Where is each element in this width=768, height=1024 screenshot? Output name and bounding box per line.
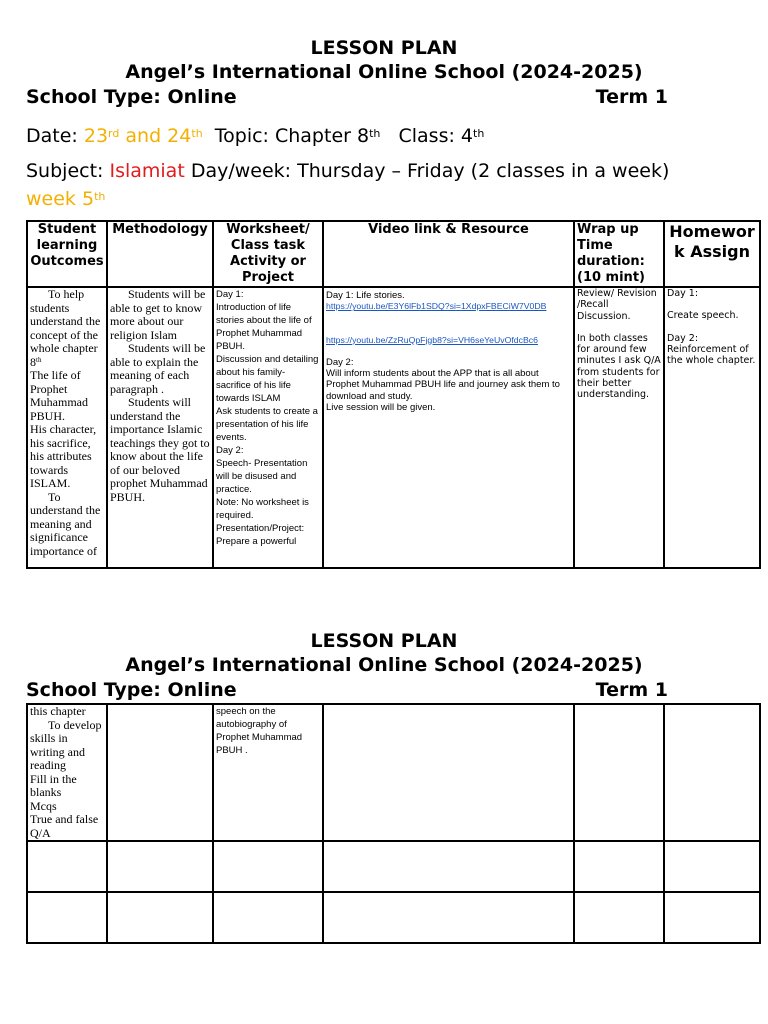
methodology-cell-continued bbox=[107, 704, 213, 841]
slo-cell-continued bbox=[27, 704, 107, 841]
method-p3: Students will understand the importance Islamic teachings they got to know about the life of our beloved prophet Muhammad PBUH. bbox=[110, 395, 210, 504]
week-line bbox=[26, 187, 105, 211]
lesson-plan-table bbox=[26, 220, 761, 569]
wrap-p1: Review/ Revision /Recall Discussion. bbox=[577, 288, 657, 322]
empty-cell bbox=[323, 841, 574, 892]
worksheet-p2: Introduction of life stories about the life of Prophet Muhammad PBUH. bbox=[216, 302, 312, 352]
class-sup: th bbox=[473, 127, 485, 140]
slo2-l2: To develop skills in writing and reading bbox=[30, 717, 102, 772]
empty-cell bbox=[574, 841, 664, 892]
date-value bbox=[84, 125, 203, 147]
worksheet-p7: Note: No worksheet is required. bbox=[216, 497, 309, 521]
date-b-sup: th bbox=[191, 127, 203, 140]
header-wrap-up: Wrap up Time duration: (10 mint) bbox=[574, 221, 664, 287]
slo-line-2: The life of Prophet Muhammad PBUH. bbox=[30, 368, 88, 423]
week: week 5 bbox=[26, 188, 95, 210]
empty-cell bbox=[107, 841, 213, 892]
header-row bbox=[27, 221, 760, 287]
school-type-row-2 bbox=[26, 678, 668, 702]
video-cell bbox=[323, 287, 574, 568]
method-p1: Students will be able to get to know more about our religion Islam bbox=[110, 287, 206, 342]
video-cell-continued bbox=[323, 704, 574, 841]
homework-p1: Day 1: bbox=[667, 288, 699, 299]
video-day2: Day 2: bbox=[326, 356, 354, 368]
wrap-up-cell bbox=[574, 287, 664, 568]
empty-cell bbox=[664, 892, 760, 943]
video-link-2[interactable]: https://youtu.be/ZzRuQpFjgb8?si=VH6seYeUvOfdcBc6 bbox=[326, 334, 538, 345]
wrap-up-cell-continued bbox=[574, 704, 664, 841]
wrap-p2: In both classes for around few minutes I ask Q/A from students for their better understanding. bbox=[577, 332, 661, 401]
term: Term 1 bbox=[595, 86, 668, 108]
school-type-row bbox=[26, 85, 668, 109]
slo-line-3: His character, his sacrifice, his attributes towards ISLAM. bbox=[30, 422, 97, 490]
homework-p2: Create speech. bbox=[667, 310, 739, 322]
slo2-l4: Mcqs bbox=[30, 798, 57, 813]
continued-row bbox=[27, 704, 760, 841]
slo-l1: To help students understand the concept of the whole chapter 8 bbox=[30, 287, 101, 369]
date-topic-class-line bbox=[26, 124, 484, 148]
slo2-l1: this chapter bbox=[30, 704, 86, 718]
empty-cell bbox=[213, 892, 323, 943]
lesson-plan-table-continued bbox=[26, 703, 761, 944]
header-video-link: Video link & Resource bbox=[323, 221, 574, 287]
header-methodology: Methodology bbox=[107, 221, 213, 287]
homework-cell-continued bbox=[664, 704, 760, 841]
header-student-learning-outcomes: Student learning Outcomes bbox=[27, 221, 107, 287]
slo2-l3: Fill in the blanks bbox=[30, 771, 77, 799]
empty-row-1 bbox=[27, 841, 760, 892]
class: Class: 4 bbox=[380, 125, 474, 147]
topic: Topic: Chapter 8 bbox=[202, 125, 370, 147]
video-link-1[interactable]: https://youtu.be/E3Y6lFb1SDQ?si=1XdpxFBECiW7V0DB bbox=[326, 301, 547, 312]
slo-line-1 bbox=[30, 288, 104, 369]
lesson-plan-title-2: LESSON PLAN bbox=[310, 630, 458, 652]
subject-line bbox=[26, 159, 669, 183]
school-type-2: School Type: Online bbox=[26, 679, 237, 701]
content-row bbox=[27, 287, 760, 568]
header-worksheet: Worksheet/ Class task Activity or Project bbox=[213, 221, 323, 287]
homework-p3: Day 2: Reinforcement of the whole chapter. bbox=[667, 332, 756, 367]
empty-cell bbox=[27, 841, 107, 892]
term-2: Term 1 bbox=[595, 679, 668, 701]
slo-l1-sup: th bbox=[36, 355, 42, 364]
slo-cell bbox=[27, 287, 107, 568]
worksheet-p8: Presentation/Project: Prepare a powerful bbox=[216, 523, 305, 547]
worksheet-p3: Discussion and detailing about his family- sacrifice of his life towards ISLAM bbox=[216, 354, 319, 404]
date-a-sup: rd bbox=[108, 127, 120, 140]
empty-cell bbox=[27, 892, 107, 943]
video-p2: Live session will be given. bbox=[326, 402, 436, 414]
week-sup: th bbox=[94, 190, 106, 203]
empty-cell bbox=[213, 841, 323, 892]
date-label: Date: bbox=[26, 125, 84, 147]
slo2-l5: True and false bbox=[30, 812, 99, 826]
date-b: and 24 bbox=[119, 125, 192, 147]
worksheet-cell-continued bbox=[213, 704, 323, 841]
school-type: School Type: Online bbox=[26, 86, 237, 108]
methodology-cell bbox=[107, 287, 213, 568]
worksheet-cell bbox=[213, 287, 323, 568]
school-name: Angel’s International Online School (2024-2025) bbox=[125, 61, 643, 83]
worksheet-p1: Day 1: bbox=[216, 289, 244, 300]
lesson-plan-title: LESSON PLAN bbox=[310, 37, 458, 59]
worksheet-p6: Speech- Presentation will be disused and practice. bbox=[216, 458, 308, 495]
video-day1: Day 1: Life stories. bbox=[326, 290, 405, 301]
day-week: Day/week: Thursday – Friday (2 classes in a week) bbox=[184, 160, 670, 182]
slo-line-4: To understand the meaning and significance importance of bbox=[30, 489, 101, 558]
school-name-2: Angel’s International Online School (2024-2025) bbox=[125, 654, 643, 676]
empty-cell bbox=[323, 892, 574, 943]
date-a: 23 bbox=[83, 125, 109, 147]
worksheet2-p1: speech on the autobiography of Prophet Muhammad PBUH . bbox=[216, 706, 303, 756]
empty-cell bbox=[107, 892, 213, 943]
empty-cell bbox=[664, 841, 760, 892]
video-p1: Will inform students about the APP that is all about Prophet Muhammad PBUH life and journey ask them to download and study. bbox=[326, 368, 560, 402]
method-p2: Students will be able to explain the meaning of each paragraph . bbox=[110, 341, 206, 396]
empty-row-2 bbox=[27, 892, 760, 943]
worksheet-p5: Day 2: bbox=[216, 445, 244, 456]
subject-label: Subject: bbox=[26, 160, 110, 182]
worksheet-p4: Ask students to create a presentation of his life events. bbox=[216, 406, 318, 443]
header-homework: Homework Assign bbox=[664, 221, 760, 287]
homework-cell bbox=[664, 287, 760, 568]
slo2-l6: Q/A bbox=[30, 825, 51, 840]
empty-cell bbox=[574, 892, 664, 943]
topic-sup: th bbox=[369, 127, 381, 140]
subject-value: Islamiat bbox=[109, 160, 185, 182]
